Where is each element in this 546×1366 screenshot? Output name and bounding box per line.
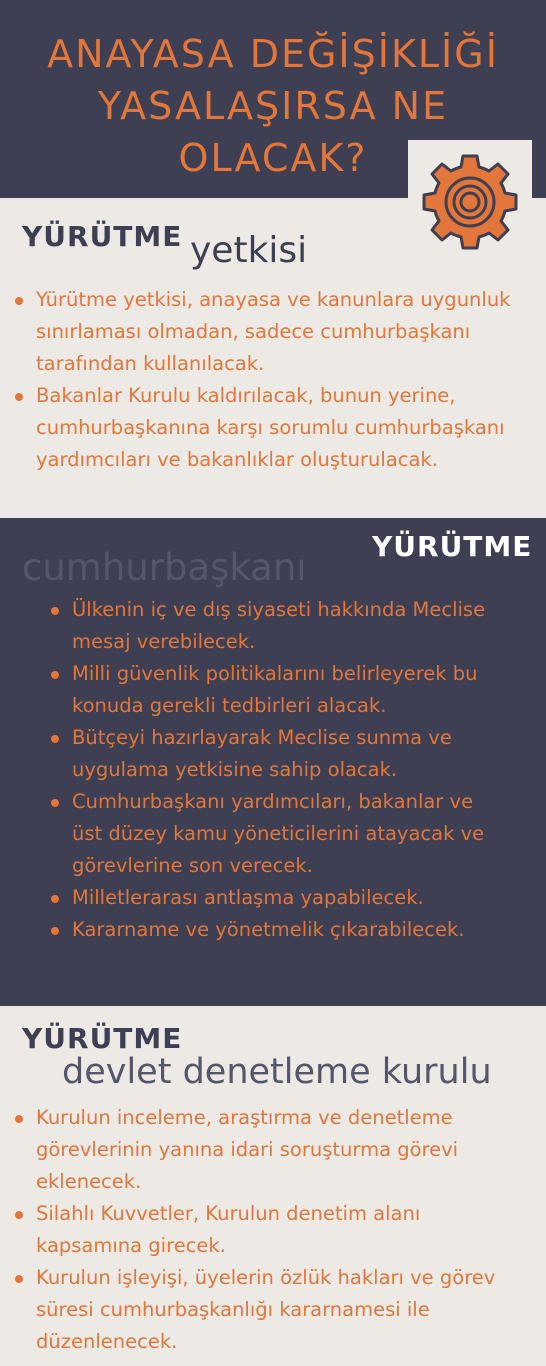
list-item: Kurulun inceleme, araştırma ve denetleme görevlerinin yanına idari soruşturma görevi eklenecek. (12, 1102, 522, 1198)
list-item: Bütçeyi hazırlayarak Meclise sunma ve uygulama yetkisine sahip olacak. (48, 722, 488, 786)
section-subtitle: devlet denetleme kurulu (62, 1052, 492, 1092)
section-keyword: YÜRÜTME (372, 530, 533, 563)
bullet-icon (51, 735, 59, 743)
title-line-2: YASALAŞIRSA NE (97, 84, 449, 128)
section-keyword: YÜRÜTME (22, 220, 183, 253)
section-keyword: YÜRÜTME (22, 1022, 183, 1055)
title-line-3: OLACAK? (178, 136, 368, 180)
bullet-list (12, 284, 512, 476)
bullet-list (48, 594, 488, 946)
section-devlet-denetleme-kurulu (0, 1006, 546, 1366)
bullet-icon (51, 895, 59, 903)
section-cumhurbaskani (0, 518, 546, 1006)
gear-icon (420, 152, 520, 252)
bullet-icon (15, 1275, 23, 1283)
list-item: Yürütme yetkisi, anayasa ve kanunlara uygunluk sınırlaması olmadan, sadece cumhurbaşkanı tarafından kullanılacak. (12, 284, 512, 380)
gear-badge (408, 140, 532, 262)
bullet-icon (15, 1115, 23, 1123)
bullet-icon (51, 607, 59, 615)
list-item: Cumhurbaşkanı yardımcıları, bakanlar ve üst düzey kamu yöneticilerini atayacak ve görevlerine son verecek. (48, 786, 488, 882)
list-item: Kurulun işleyişi, üyelerin özlük hakları ve görev süresi cumhurbaşkanlığı kararnamesi ile düzenlenecek. (12, 1262, 522, 1358)
bullet-list (12, 1102, 522, 1358)
bullet-icon (51, 799, 59, 807)
list-item: Milli güvenlik politikalarını belirleyerek bu konuda gerekli tedbirleri alacak. (48, 658, 488, 722)
bullet-icon (51, 671, 59, 679)
section-subtitle: yetkisi (190, 230, 308, 271)
bullet-icon (51, 927, 59, 935)
list-item: Bakanlar Kurulu kaldırılacak, bunun yerine, cumhurbaşkanına karşı sorumlu cumhurbaşkanı yardımcıları ve bakanlıklar oluşturulacak. (12, 380, 512, 476)
list-item: Milletlerarası antlaşma yapabilecek. (48, 882, 488, 914)
bullet-icon (15, 297, 23, 305)
list-item: Ülkenin iç ve dış siyaseti hakkında Meclise mesaj verebilecek. (48, 594, 488, 658)
section-subtitle: cumhurbaşkanı (22, 546, 307, 589)
bullet-icon (15, 1211, 23, 1219)
list-item: Silahlı Kuvvetler, Kurulun denetim alanı kapsamına girecek. (12, 1198, 522, 1262)
bullet-icon (15, 393, 23, 401)
title-line-1: ANAYASA DEĞİŞİKLİĞİ (47, 32, 499, 76)
list-item: Kararname ve yönetmelik çıkarabilecek. (48, 914, 488, 946)
